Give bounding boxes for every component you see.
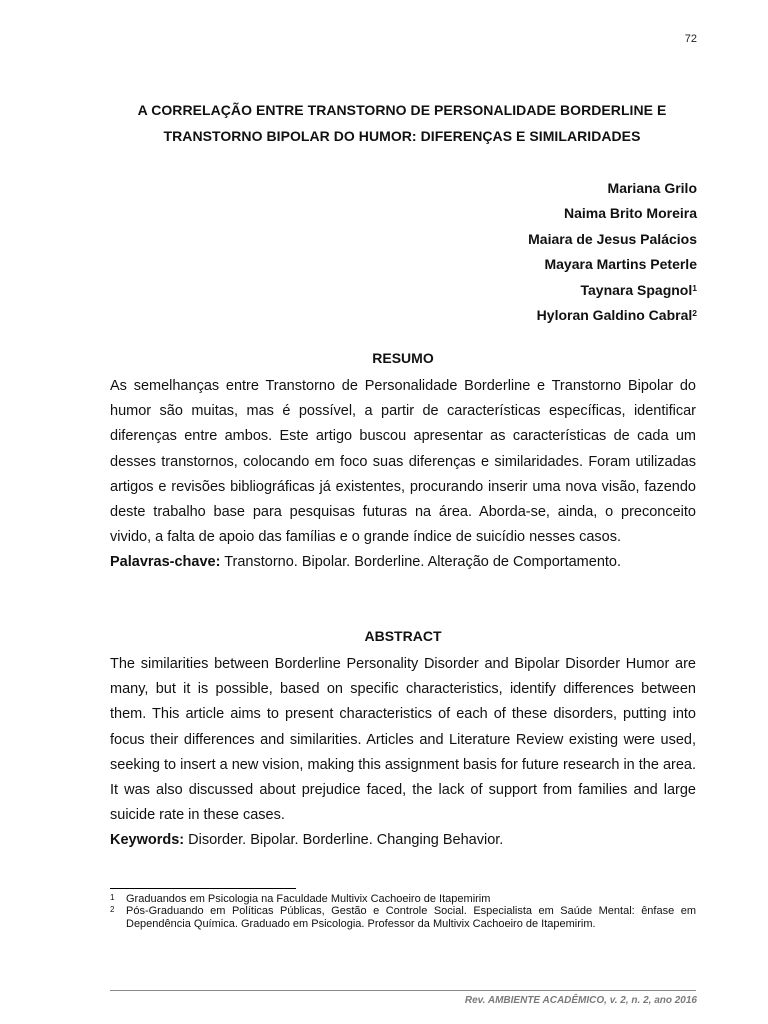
abstract-heading: ABSTRACT — [364, 628, 442, 644]
article-title — [108, 98, 696, 149]
resumo-heading: RESUMO — [372, 350, 434, 366]
page-number: 72 — [684, 33, 697, 45]
footnote-ref: 1 — [692, 282, 697, 293]
footnotes — [110, 893, 696, 930]
footnote: 1 Graduandos em Psicologia na Faculdade Multivix Cachoeiro de Itapemirim — [110, 893, 491, 905]
journal-footer: Rev. AMBIENTE ACADÊMICO, v. 2, n. 2, ano 2016 — [464, 995, 697, 1006]
author-list — [528, 176, 697, 328]
abstract-paragraph: The similarities between Borderline Personality Disorder and Bipolar Disorder Humor are many, but it is possible, based on specific characteristics, identify differences between them. This article aims to present characteristics of each of these disorders, putting into focus their differences and similarities. Articles and Literature Review existing were used, seeking to insert a new vision, making this assignment basis for future research in the area. It was also discussed about prejudice faced, the lack of support from families and large suicide rate in these cases. — [110, 656, 696, 824]
resumo-keywords: Palavras-chave: Transtorno. Bipolar. Borderline. Alteração de Comportamento. — [110, 554, 622, 571]
author: Mariana Grilo — [607, 180, 697, 196]
author: Mayara Martins Peterle — [544, 256, 697, 273]
resumo-paragraph: As semelhanças entre Transtorno de Personalidade Borderline e Transtorno Bipolar do humor são muitas, mas é possível, a partir de características específicas, identificar diferenças entre ambos. Este artigo buscou apresentar as características de cada um desses transtornos, colocando em foco suas diferenças e similaridades. Foram utilizadas artigos e revisões bibliográficas já existentes, procurando inserir uma nova visão, fazendo deste trabalho base para pesquisas futuras na área. Aborda-se, ainda, o preconceito vivido, a falta de apoio das famílias e o grande índice de suicídio nesses casos. — [110, 378, 696, 546]
resumo-body — [110, 374, 696, 576]
author: Naima Brito Moreira — [563, 205, 697, 222]
abstract-keywords: Keywords: Disorder. Bipolar. Borderline. Changing Behavior. — [110, 832, 504, 849]
footnote: 2 Pós-Graduando em Políticas Públicas, Gestão e Controle Social. Especialista em Saúde Mental: ênfase em Dependência Química. Graduado em Psicologia. Professor da Multivix Cachoeiro de Itapemirim. — [110, 905, 696, 930]
footnote-ref: 2 — [692, 308, 697, 319]
footer-divider — [110, 990, 696, 991]
footnote-divider — [110, 888, 296, 889]
title-line-2: TRANSTORNO BIPOLAR DO HUMOR: DIFERENÇAS E SIMILARIDADES — [163, 127, 641, 144]
abstract-body — [110, 652, 696, 854]
title-line-1: A CORRELAÇÃO ENTRE TRANSTORNO DE PERSONALIDADE BORDERLINE E — [137, 102, 667, 118]
author: Hyloran Galdino Cabral$^2$ — [536, 307, 697, 324]
author: Maiara de Jesus Palácios — [528, 230, 697, 247]
author: Taynara Spagnol$^1$ — [580, 281, 697, 298]
